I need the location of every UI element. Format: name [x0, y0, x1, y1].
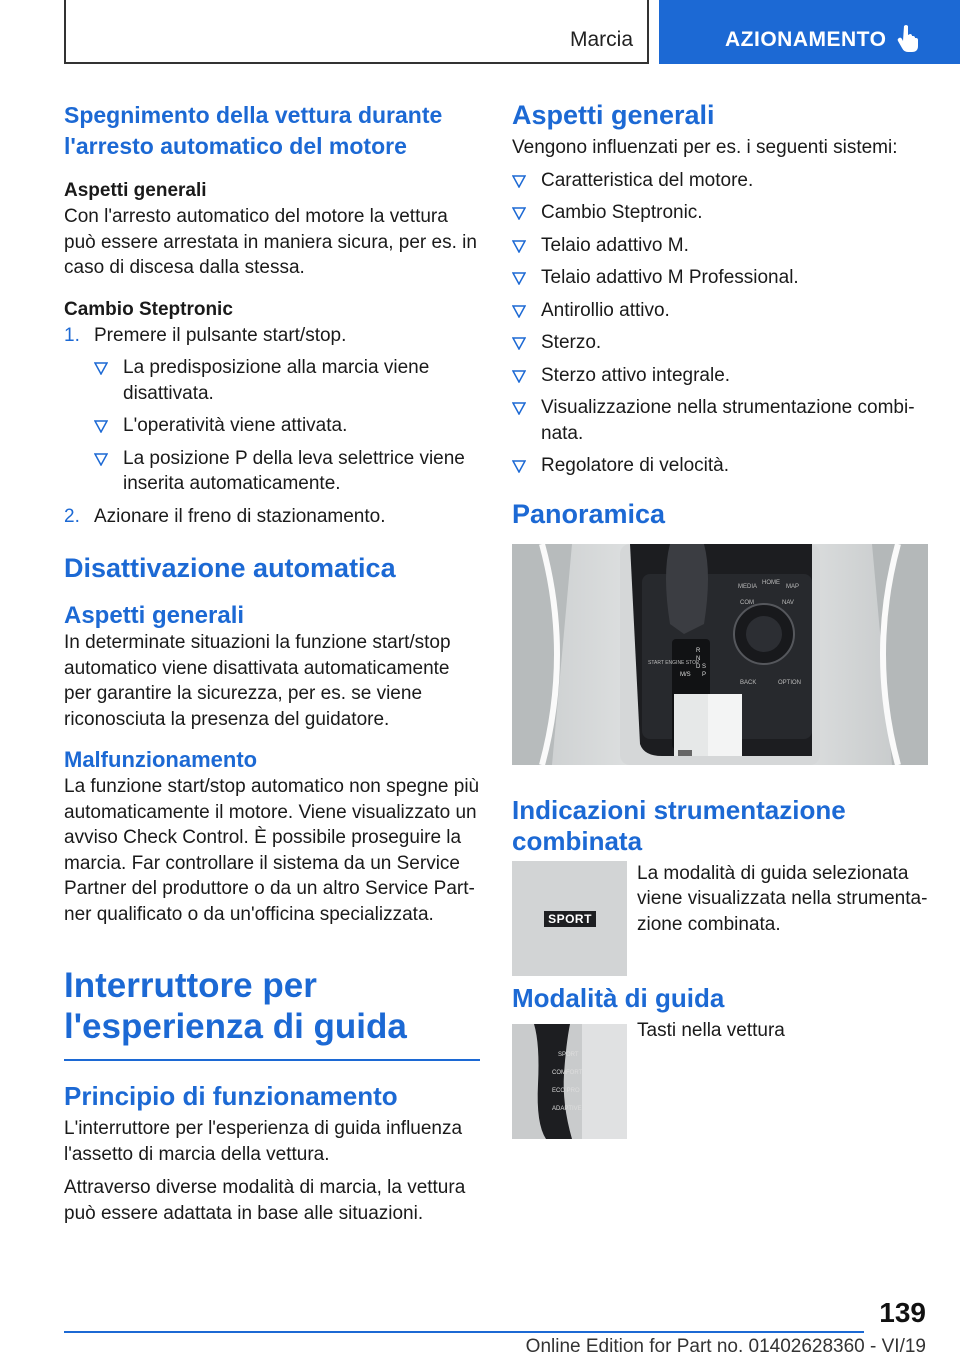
cluster-block [512, 861, 928, 977]
list-item-text: Visualizzazione nella strumentazione combinata. [541, 397, 915, 444]
console-button-label: MEDIA [738, 583, 758, 590]
edition-note: Online Edition for Part no. 01402628360 - VI/19 [525, 1336, 926, 1357]
gear-label: R [696, 647, 701, 654]
list-item [512, 453, 928, 479]
mode-button-label: ECO PRO [552, 1087, 580, 1094]
console-button-label: OPTION [778, 679, 802, 686]
console-button-label: COM [740, 599, 754, 606]
list-item [512, 168, 928, 194]
triangle-bullet-icon [512, 271, 526, 285]
systems-intro: Vengono influenzati per es. i seguenti sistemi: [512, 137, 898, 158]
step-text: Premere il pulsante start/stop. [94, 324, 347, 346]
overview-title: Panoramica [512, 498, 666, 529]
header-chapter-tab [659, 0, 960, 64]
mode-button-label: SPORT [558, 1051, 579, 1058]
triangle-bullet-icon [512, 174, 526, 188]
list-item [512, 265, 928, 291]
list-item-text: La predisposizione alla marcia viene disattivata. [123, 357, 430, 404]
sport-display-image [512, 861, 627, 976]
step-number: 2. [64, 505, 80, 527]
cluster-paragraph: La modalità di guida selezionata viene visualizzata nella strumentazione combinata. [637, 862, 928, 935]
header-chapter-title: AZIONAMENTO [725, 28, 887, 51]
modes-block [512, 1019, 928, 1140]
list-item-text: Antirollio attivo. [541, 299, 670, 321]
left-column [64, 100, 480, 1226]
hand-pointer-icon [897, 24, 919, 52]
principle-paragraph-2: Attraverso diverse modalità di marcia, la vettura può essere adattata in base alle situazioni. [64, 1177, 466, 1224]
cluster-title: Indicazioni strumentazione combinata [512, 794, 846, 856]
gear-label: M/S [680, 671, 691, 678]
list-item [94, 413, 480, 439]
principle-paragraph-1: L'interruttore per l'esperienza di guida influenza l'assetto di marcia della vettura. [64, 1118, 463, 1165]
footer-divider [64, 1331, 864, 1333]
list-item [512, 363, 928, 389]
list-item-text: Caratteristica del motore. [541, 169, 754, 191]
triangle-bullet-icon [94, 452, 108, 466]
step-item [64, 323, 480, 349]
auto-general-paragraph: In determinate situazioni la funzione start/stop automatico viene disattivata automaticamente per garantire la sicurezza, per es. se viene riconosciuta la presenza del guidatore. [64, 632, 451, 730]
center-console-image [512, 544, 928, 765]
right-column [512, 100, 928, 1140]
list-item-text: Sterzo attivo integrale. [541, 364, 731, 386]
gear-label: S [702, 663, 707, 670]
list-item [94, 355, 480, 406]
step-bullet-list [64, 355, 480, 497]
triangle-bullet-icon [512, 401, 526, 415]
triangle-bullet-icon [512, 239, 526, 253]
triangle-bullet-icon [94, 361, 108, 375]
malfunction-paragraph: La funzione start/stop automatico non spegne più automaticamente il motore. Viene visualizzato un avviso Check Control. È possibile proseguire la marcia. Far controllare il sistema da un Service Partner del produttore o da un altro Service Partner qualificato o da un'officina specializzata. [64, 776, 480, 925]
driving-mode-buttons-image [512, 1024, 627, 1139]
triangle-bullet-icon [512, 206, 526, 220]
general-systems-title: Aspetti generali [512, 100, 715, 130]
list-item [512, 200, 928, 226]
console-button-label: BACK [740, 679, 757, 686]
list-item-text: Cambio Steptronic. [541, 202, 703, 223]
general-paragraph: Con l'arresto automatico del motore la vettura può essere arrestata in maniera sicura, per es. in caso di discesa dalla stessa. [64, 206, 477, 278]
systems-list [512, 168, 928, 479]
list-item [512, 330, 928, 356]
triangle-bullet-icon [512, 304, 526, 318]
triangle-bullet-icon [512, 336, 526, 350]
triangle-bullet-icon [512, 369, 526, 383]
page-number: 139 [879, 1297, 926, 1328]
stop-section-title: Spegnimento della vettura durante l'arresto automatico del motore [64, 102, 443, 159]
modes-title: Modalità di guida [512, 982, 725, 1013]
list-item [94, 446, 480, 497]
header-section-box [64, 0, 649, 64]
list-item [512, 395, 928, 446]
list-item-text: Telaio adattivo M Professional. [541, 267, 799, 288]
step-text: Azionare il freno di stazionamento. [94, 505, 386, 527]
gear-label: D [696, 663, 701, 670]
list-item-text: La posizione P della leva selettrice viene inserita automaticamente. [123, 447, 465, 494]
console-button-label: START ENGINE STOP [648, 659, 700, 666]
malfunction-title: Malfunzionamento [64, 747, 258, 772]
auto-general-title: Aspetti generali [64, 602, 245, 629]
header-section-title: Marcia [569, 28, 633, 51]
step-number: 1. [64, 324, 80, 346]
gear-label: N [696, 655, 701, 662]
console-button-label: MAP [786, 583, 800, 590]
principle-title: Principio di funzionamento [64, 1081, 398, 1111]
list-item-text: Sterzo. [541, 332, 602, 353]
triangle-bullet-icon [512, 459, 526, 473]
steptronic-subtitle: Cambio Steptronic [64, 298, 233, 320]
list-item-text: Regolatore di velocità. [541, 455, 729, 476]
mode-button-label: ADAPTIVE [552, 1105, 582, 1112]
modes-paragraph: Tasti nella vettura [637, 1019, 785, 1041]
list-item [512, 233, 928, 259]
gear-label: P [702, 671, 707, 678]
sport-badge: SPORT [544, 911, 596, 927]
general-subtitle: Aspetti generali [64, 180, 207, 201]
list-item [512, 298, 928, 324]
step-item [64, 504, 480, 530]
console-button-label: NAV [782, 599, 794, 606]
mode-button-label: COMFORT [552, 1069, 583, 1076]
auto-off-title: Disattivazione automatica [64, 553, 396, 583]
console-button-label: HOME [762, 579, 780, 586]
switch-chapter-title: Interruttore per l'esperienza di guida [64, 966, 407, 1046]
triangle-bullet-icon [94, 419, 108, 433]
list-item-text: Telaio adattivo M. [541, 234, 689, 256]
list-item-text: L'operatività viene attivata. [123, 415, 348, 436]
